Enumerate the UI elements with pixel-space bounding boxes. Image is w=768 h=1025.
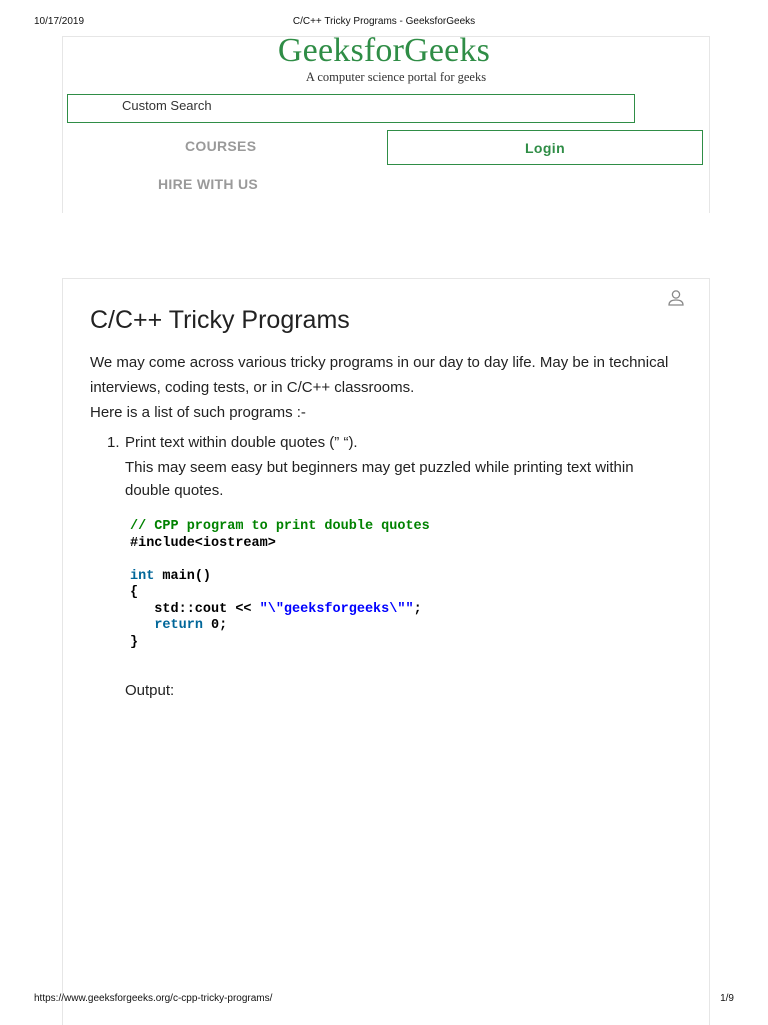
- site-logo[interactable]: GeeksforGeeks: [277, 32, 491, 69]
- code-main-signature: main(): [154, 568, 212, 584]
- user-icon[interactable]: [666, 288, 686, 308]
- output-label: Output:: [125, 682, 175, 699]
- print-page-number: 1/9: [720, 993, 734, 1004]
- code-return-keyword: return: [154, 618, 203, 633]
- article-intro: [90, 350, 670, 425]
- code-return-value: 0;: [202, 618, 228, 633]
- login-button[interactable]: Login: [387, 130, 703, 165]
- article-title: C/C++ Tricky Programs: [90, 306, 350, 334]
- code-close-brace: }: [130, 634, 139, 650]
- print-date: 10/17/2019: [34, 16, 85, 27]
- intro-paragraph: We may come across various tricky programs in our day to day life. May be in technical interviews, coding tests, or in C/C++ classrooms.: [90, 354, 669, 396]
- search-input[interactable]: [67, 94, 635, 123]
- list-item-title: Print text within double quotes (” “).: [125, 434, 358, 451]
- code-cout: std::cout <<: [130, 601, 260, 617]
- code-block: [130, 519, 430, 651]
- site-tagline: A computer science portal for geeks: [305, 70, 487, 84]
- nav-courses-link[interactable]: COURSES: [185, 138, 257, 154]
- list-item-number: 1.: [107, 434, 120, 451]
- code-semicolon: ;: [413, 601, 422, 617]
- print-url: https://www.geeksforgeeks.org/c-cpp-tricky-programs/: [34, 993, 273, 1004]
- code-open-brace: {: [130, 585, 139, 600]
- list-item-description: This may seem easy but beginners may get puzzled while printing text within double quotes.: [125, 459, 634, 499]
- code-string-literal: "\"geeksforgeeks\"": [259, 601, 414, 617]
- code-int-keyword: int: [130, 568, 155, 584]
- nav-hire-link[interactable]: HIRE WITH US: [158, 176, 259, 192]
- search-placeholder: Custom Search: [122, 98, 212, 113]
- print-title: C/C++ Tricky Programs - GeeksforGeeks: [292, 16, 476, 27]
- code-comment: // CPP program to print double quotes: [130, 519, 430, 534]
- code-include: #include<iostream>: [130, 535, 276, 551]
- code-return-indent: [130, 618, 154, 633]
- intro-list-lead: Here is a list of such programs :-: [90, 404, 306, 421]
